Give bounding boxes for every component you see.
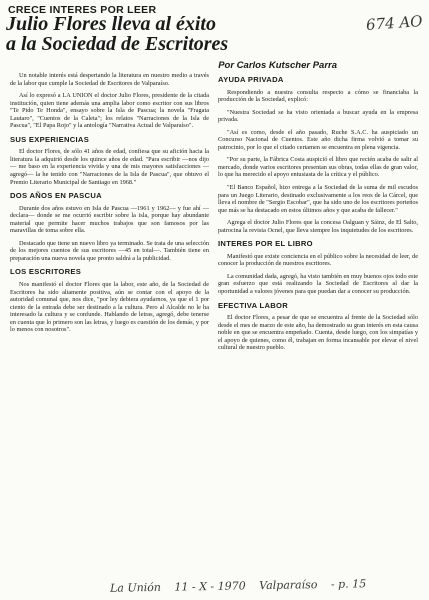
paragraph: Destacado que tiene un nuevo libro ya terminado. Se trata de una selección de los mejores cuentos de sus escritores —45 en total—. También tiene en preparación una nueva novela que pronto saldrá a la publicidad. (10, 239, 209, 262)
paragraph: "Por su parte, la Fábrica Costa auspició el libro que recién acaba de salir al mercado, donde varios escritores presentan sus obras, todas ellas de gran valor, lo que ha merecido el apoyo entusiasta de la crítica y el público. (218, 156, 418, 179)
headline-line-1: Julio Flores lleva al éxito (6, 13, 216, 35)
paragraph: Manifestó que existe conciencia en el público sobre la necesidad de leer, de conocer la producción de nuestros escritores. (218, 252, 418, 268)
headline (6, 14, 356, 54)
paragraph: "Así es como, desde el año pasado, Ruche S.A.C. ha auspiciado un Concurso Nacional de Cuentos. Este año dicha firma volvió a tomar su patrocinio, por lo que el citado certamen se encuentra en plena vigencia. (218, 128, 418, 151)
paragraph: "El Banco Español, hizo entrega a la Sociedad de la suma de mil escudos para un Juego Literario, destinado exclusivamente a los reos de la Cárcel, que lleva el nombre de "Sergio Escobar", que ha sido uno de los escritores porteños que más se ha destacado en estos últimos años y que acaba de fallecer." (218, 184, 418, 214)
headline-line-2: a la Sociedad de Escritores (6, 33, 229, 55)
byline: Por Carlos Kutscher Parra (218, 60, 337, 71)
section-heading: INTERES POR EL LIBRO (218, 239, 313, 249)
section-heading: SUS EXPERIENCIAS (10, 134, 90, 144)
source-city: Valparaíso (259, 578, 318, 593)
paragraph: Respondiendo a nuestra consulta respecto a cómo se financiaba la producción de la Sociedad, explicó: (218, 88, 418, 104)
section-heading: EFECTIVA LABOR (218, 300, 289, 310)
handwritten-source-note (110, 576, 425, 594)
paragraph: "Nuestra Sociedad se ha visto orientada a buscar ayuda en la empresa privada. (218, 108, 418, 124)
paragraph: Así lo expresó a LA UNION el doctor Julio Flores, presidente de la citada institución, quien tiene además una amplia labor como escritor con sus libros "Te Pido Te Honda", ensayo sobre la Isla de Pascua; la novela "Fragata Lautaro", "Cuentos de la Caleta"; los relatos "Narraciones de la Isla de Pascua", "El Papa Rojo" y la antología "Narrativa Actual de Valparaíso". (10, 92, 209, 130)
section-heading: DOS AÑOS EN PASCUA (10, 191, 102, 201)
paragraph: La comunidad dada, agregó, ha visto también en muy buenos ojos todo este gran esfuerzo que está realizando la Sociedad de Escritores al dar la oportunidad a valores jóvenes para que puedan dar a conocer su producción. (218, 272, 418, 296)
paragraph: Un notable interés está despertando la literatura en nuestro medio a través de la labor que cumple la Sociedad de Escritores de Valparaíso. (10, 72, 209, 87)
source-page: - p. 15 (330, 577, 367, 591)
handwritten-catalog-note: 674 AO (365, 12, 424, 34)
section-heading: AYUDA PRIVADA (218, 75, 284, 84)
source-newspaper: La Unión (109, 580, 162, 595)
left-column (10, 72, 209, 339)
section-heading: LOS ESCRITORES (10, 267, 82, 277)
paragraph: Nos manifestó el doctor Flores que la labor, este año, de la Sociedad de Escritores ha sido altamente positiva, aún se contar con el apoyo de la autoridad comunal que, nos dice, "por ley debiera ayudarnos, ya que el 1 por ciento de la entrada debe ser destinado a la cultura. Pero al Alcalde no le ha interesado la cultura y se confunde. Hablando de letras, agregó, debe tenerse en cuenta que lo primero son las letras, y luego es cuestión de los demás, y por lo menos con nosotros". (10, 281, 209, 334)
paragraph: Agrega el doctor Julio Flores que la concesa Oalguan y Sáinz, de El Salto, patrocina la revista Ocnel, que lleva siempre los inquietudes de los escritores. (218, 219, 418, 234)
source-date: 11 - X - 1970 (174, 579, 246, 594)
paragraph: El doctor Flores, a pesar de que se encuentra al frente de la Sociedad sólo desde el mes de marzo de este año, ha demostrado su gran interés en esta causa noble en que se encuentra empeñado. Cuenta, desde luego, con los simpatías y el apoyo de quienes, como él, trabajan en forma incansable por elevar el nivel cultural de nuestro pueblo. (218, 314, 418, 352)
kicker: CRECE INTERES POR LEER (8, 4, 157, 16)
right-column (218, 76, 418, 357)
paragraph: Durante dos años estuvo en Isla de Pascua —1961 y 1962— y fue ahí —declara— donde se me ocurrió escribir sobre la isla, porque hay abundante material que permite hacer muchos trabajos que son famosos por las maravillas de toma sobre ella. (10, 204, 209, 235)
paragraph: El doctor Flores, de sólo 41 años de edad, confiesa que su afición hacia la literatura la adquirió desde los quince años de edad. "Para escribir —nos dijo— me baso en la experiencia vivida y una de mis mayores satisfacciones —agregó— la he tenido con "Narraciones de la Isla de Pascua", que obtuvo el Premio Literario Municipal de Santiago en 1968." (10, 148, 209, 186)
